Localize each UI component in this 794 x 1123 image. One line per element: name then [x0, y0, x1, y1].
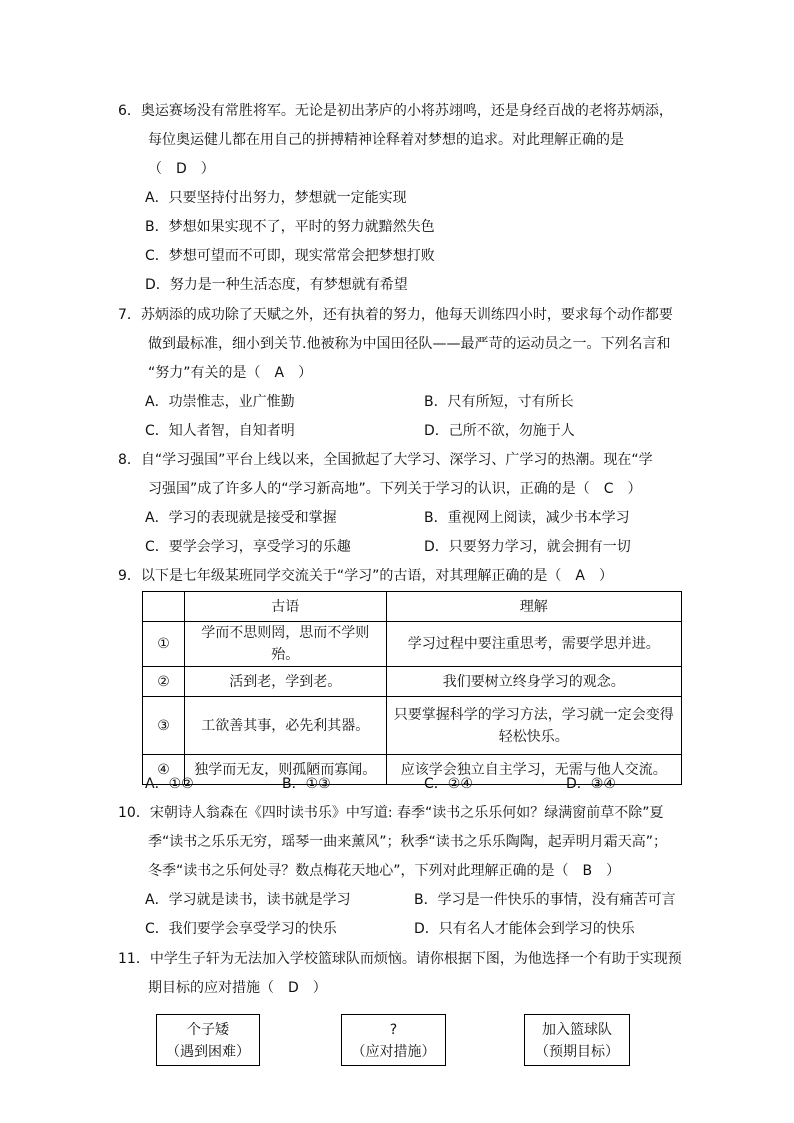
measure-box-caption: （应对措施） [351, 1044, 436, 1060]
q10-option-b: B．学习是一件快乐的事情，没有痛苦可言 [414, 892, 676, 908]
q7-stem-line1: 7．苏炳添的成功除了天赋之外，还有执着的努力，他每天训练四小时，要求每个动作都要 [118, 307, 673, 323]
q6-option-d: D．努力是一种生活态度，有梦想就有希望 [145, 277, 408, 293]
q11-stem-line1: 11．中学生子轩为无法加入学校篮球队而烦恼。请你根据下图，为他选择一个有助于实现预 [118, 951, 682, 967]
measure-box-title: ? [389, 1022, 398, 1038]
q8-option-d: D．只要努力学习，就会拥有一切 [424, 539, 631, 555]
row-meaning-line2: 轻松快乐。 [498, 728, 569, 745]
q9-option-d: D．③④ [566, 776, 616, 792]
table-row [143, 667, 682, 697]
row-meaning [386, 697, 681, 755]
table-row [143, 622, 682, 667]
row-saying: 工欲善其事，必先利其器。 [184, 697, 386, 755]
q9-stem: 9．以下是七年级某班同学交流关于“学习”的古语，对其理解正确的是（ A ） [118, 568, 613, 584]
goal-box-title: 加入篮球队 [542, 1022, 612, 1038]
q6-stem-line1: 6．奥运赛场没有常胜将军。无论是初出茅庐的小将苏翊鸣，还是身经百战的老将苏炳添， [118, 103, 673, 119]
measure-box [341, 1014, 446, 1066]
table-header-meaning: 理解 [386, 592, 681, 622]
row-saying: 活到老，学到老。 [184, 667, 386, 697]
row-saying: 独学而无友，则孤陋而寡闻。 [184, 755, 386, 785]
table-row [143, 697, 682, 755]
row-meaning: 学习过程中要注重思考，需要学思并进。 [386, 622, 681, 667]
q7-option-c: C．知人者智，自知者明 [145, 423, 295, 439]
q6-option-b: B．梦想如果实现不了，平时的努力就黯然失色 [145, 219, 435, 235]
q9-sayings-table [142, 591, 682, 785]
row-number: ③ [143, 697, 185, 755]
table-header-saying: 古语 [184, 592, 386, 622]
row-meaning-line1: 只要掌握科学的学习方法，学习就一定会变得 [393, 706, 674, 723]
goal-box-caption: （预期目标） [535, 1044, 619, 1060]
q10-option-d: D．只有名人才能体会到学习的快乐 [414, 921, 635, 937]
row-number: ④ [143, 755, 185, 785]
q11-stem-line2: 期目标的应对措施（ D ） [148, 980, 327, 996]
q6-option-a: A．只要坚持付出努力，梦想就一定能实现 [145, 190, 407, 206]
q7-stem-line2: 做到最标准，细小到关节.他被称为中国田径队——最严苛的运动员之一。下列名言和 [148, 336, 671, 352]
difficulty-box-caption: （遇到困难） [166, 1044, 250, 1060]
q8-option-a: A．学习的表现就是接受和掌握 [145, 510, 337, 526]
q8-option-c: C．要学会学习，享受学习的乐趣 [145, 539, 351, 555]
q6-option-c: C．梦想可望而不可即，现实常常会把梦想打败 [145, 248, 435, 264]
q7-option-b: B．尺有所短，寸有所长 [424, 394, 574, 410]
q9-option-a: A．①② [145, 776, 194, 792]
q10-stem-line3: 冬季“读书之乐何处寻？数点梅花天地心”，下列对此理解正确的是（ B ） [148, 863, 621, 879]
q8-stem-line2: 习强国”成了许多人的“学习新高地”。下列关于学习的认识，正确的是（ C ） [148, 481, 642, 497]
q8-stem-line1: 8．自“学习强国”平台上线以来，全国掀起了大学习、深学习、广学习的热潮。现在“学 [118, 452, 653, 468]
q7-option-d: D．己所不欲，勿施于人 [424, 423, 575, 439]
table-header-row [143, 592, 682, 622]
goal-box [524, 1014, 630, 1066]
q7-option-a: A．功崇惟志，业广惟勤 [145, 394, 295, 410]
difficulty-box [156, 1014, 260, 1066]
row-meaning: 应该学会独立自主学习，无需与他人交流。 [386, 755, 681, 785]
q9-option-c: C．②④ [424, 776, 473, 792]
q6-answer: （ D ） [148, 161, 215, 177]
q7-stem-line3: “努力”有关的是（ A ） [148, 365, 313, 381]
difficulty-box-title: 个子矮 [187, 1022, 229, 1038]
q10-stem-line1: 10．宋朝诗人翁森在《四时读书乐》中写道: 春季“读书之乐乐何如？绿满窗前草不除”夏 [118, 805, 664, 821]
row-saying: 学而不思则罔，思而不学则殆。 [184, 622, 386, 667]
row-number: ① [143, 622, 185, 667]
row-number: ② [143, 667, 185, 697]
row-meaning: 我们要树立终身学习的观念。 [386, 667, 681, 697]
q6-stem-line2: 每位奥运健儿都在用自己的拼搏精神诠释着对梦想的追求。对此理解正确的是 [148, 132, 624, 148]
q10-option-a: A．学习就是读书，读书就是学习 [145, 892, 351, 908]
q8-option-b: B．重视网上阅读，减少书本学习 [424, 510, 630, 526]
table-header-num [143, 592, 185, 622]
q9-option-b: B．①③ [282, 776, 331, 792]
q10-option-c: C．我们要学会享受学习的快乐 [145, 921, 337, 937]
q10-stem-line2: 季“读书之乐乐无穷，瑶琴一曲来薰风”；秋季“读书之乐乐陶陶，起弄明月霜天高”； [148, 834, 668, 850]
